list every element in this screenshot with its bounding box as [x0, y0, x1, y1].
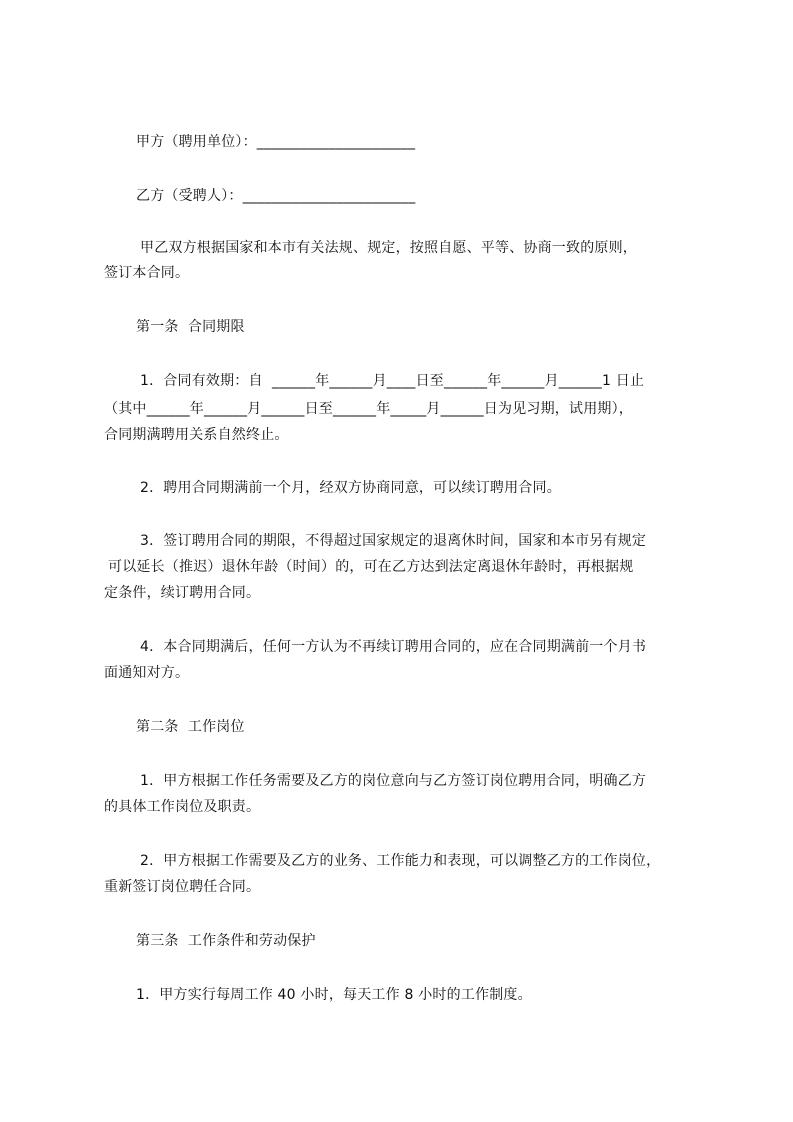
- article-1-item-4-line-1: 4．本合同期满后，任何一方认为不再续订聘用合同的，应在合同期满前一个月书: [140, 639, 647, 655]
- article-1-item-2-line-1: 2．聘用合同期满前一个月，经双方协商同意，可以续订聘用合同。: [140, 480, 561, 496]
- article-2-item-2-line-1: 2．甲方根据工作需要及乙方的业务、工作能力和表现，可以调整乙方的工作岗位，: [140, 853, 661, 869]
- intro-line-1: 甲乙双方根据国家和本市有关法规、规定，按照自愿、平等、协商一致的原则，: [140, 240, 637, 256]
- article-2-item-1-line-2: 的具体工作岗位及职责。: [104, 799, 261, 815]
- article-1-title: 第一条 合同期限: [136, 319, 245, 335]
- party-b-line: 乙方（受聘人）：________________________: [136, 188, 416, 204]
- article-1-item-1-line-3: 合同期满聘用关系自然终止。: [104, 427, 289, 443]
- article-2-item-1-line-1: 1．甲方根据工作任务需要及乙方的岗位意向与乙方签订岗位聘用合同，明确乙方: [140, 773, 647, 789]
- article-3-item-1-line-1: 1．甲方实行每周工作 40 小时，每天工作 8 小时的工作制度。: [136, 987, 532, 1003]
- article-1-item-3-line-3: 定条件，续订聘用合同。: [104, 585, 261, 601]
- article-2-item-2-line-2: 重新签订岗位聘任合同。: [104, 879, 261, 895]
- intro-line-2: 签订本合同。: [104, 265, 190, 281]
- article-2-title: 第二条 工作岗位: [136, 719, 245, 735]
- party-a-line: 甲方（聘用单位）：______________________: [136, 134, 416, 150]
- article-1-item-1-line-2: （其中______年______月______日至______年_____月______日为见习期，试用期），: [104, 401, 633, 417]
- article-1-item-4-line-2: 面通知对方。: [104, 665, 190, 681]
- article-1-item-3-line-1: 3．签订聘用合同的期限，不得超过国家规定的退离休时间，国家和本市另有规定: [140, 533, 647, 549]
- article-1-item-1-line-1: 1．合同有效期：自 ______年______月____日至______年______月______1 日止: [140, 373, 645, 389]
- article-1-item-3-line-2: 可以延长（推迟）退休年龄（时间）的，可在乙方达到法定离退休年龄时，再根据规: [108, 559, 634, 575]
- article-3-title: 第三条 工作条件和劳动保护: [136, 933, 316, 949]
